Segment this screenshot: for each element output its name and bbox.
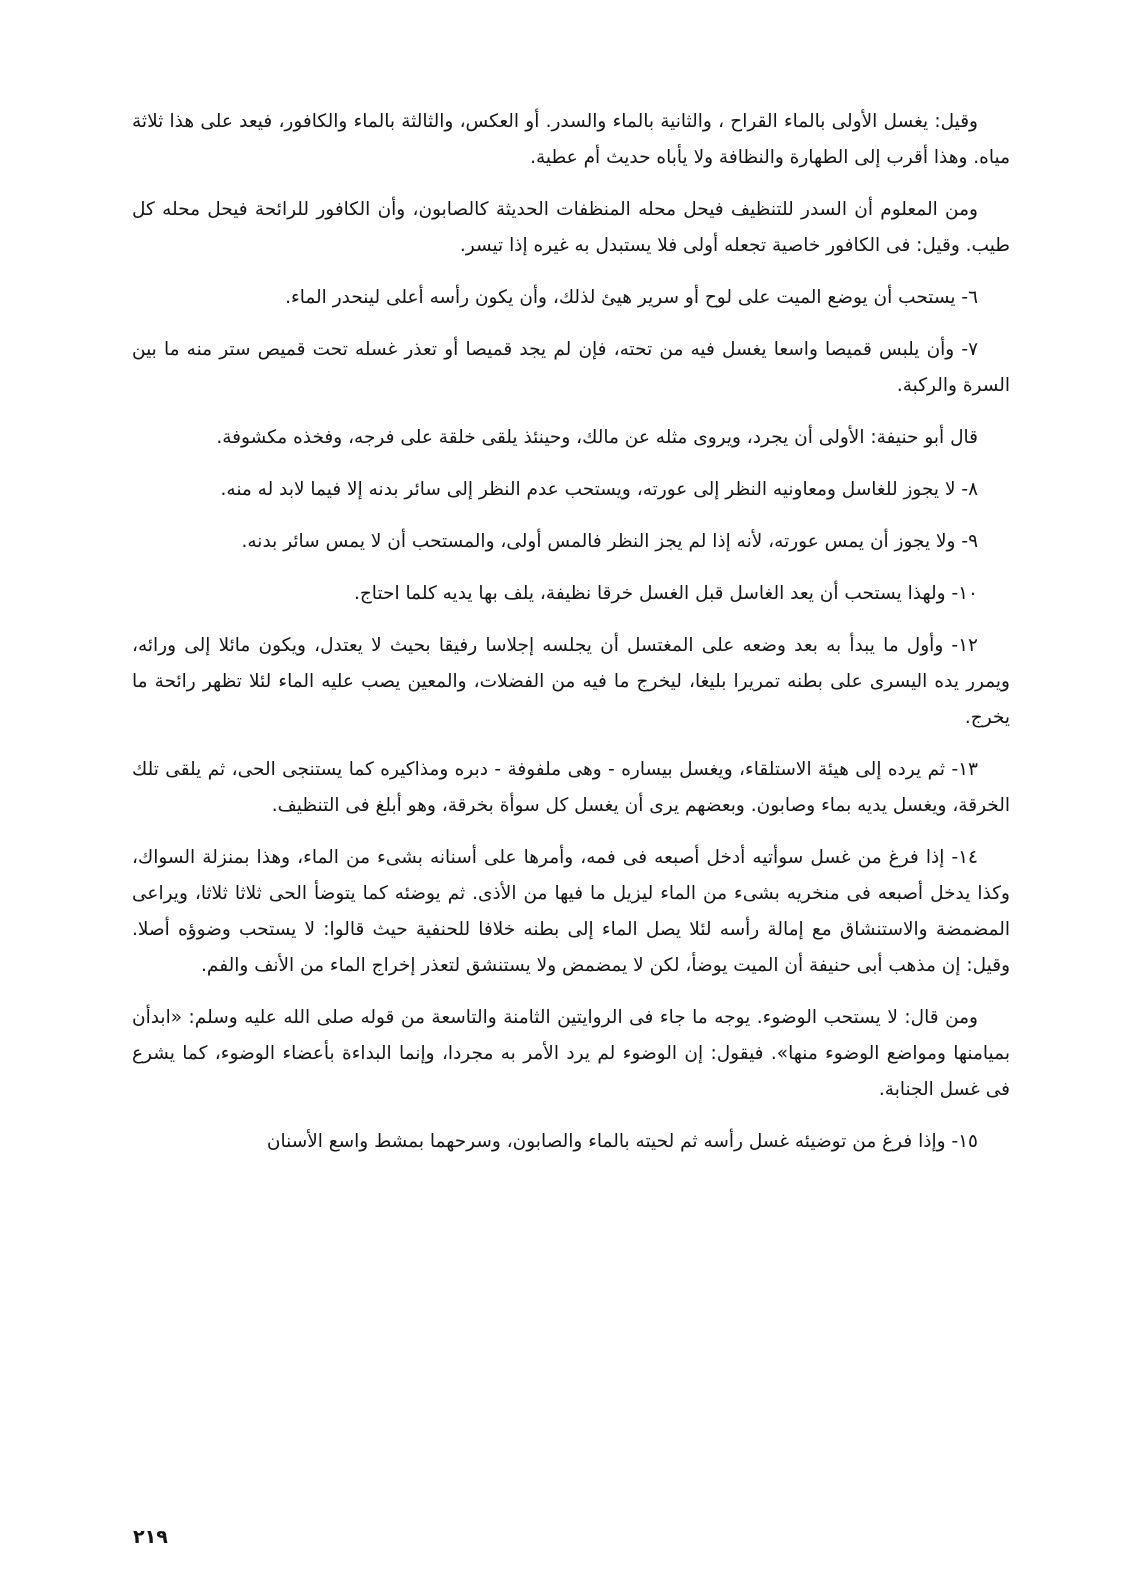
page-number: ٢١٩ xyxy=(133,1526,168,1548)
paragraph-washing-order: وقيل: يغسل الأولى بالماء القراح ، والثانية بالماء والسدر. أو العكس، والثالثة بالماء والكافور، فيعد على هذا ثلاثة مياه. وهذا أقرب إلى الطهارة والنظافة ولا يأباه حديث أم عطية. xyxy=(132,111,1010,168)
paragraph-abu-hanifa: قال أبو حنيفة: الأولى أن يجرد، ويروى مثله عن مالك، وحينئذ يلقى خلقة على فرجه، وفخذه مكشوفة. xyxy=(216,427,978,448)
paragraph-item-10: ١٠- ولهذا يستحب أن يعد الغاسل قبل الغسل خرقا نظيفة، يلف بها يديه كلما احتاج. xyxy=(353,583,978,604)
paragraph-item-8: ٨- لا يجوز للغاسل ومعاونيه النظر إلى عورته، ويستحب عدم النظر إلى سائر بدنه إلا فيما لابد له منه. xyxy=(220,479,978,500)
paragraph-item-12: ١٢- وأول ما يبدأ به بعد وضعه على المغتسل أن يجلسه إجلاسا رفيقا بحيث لا يعتدل، ويكون مائلا إلى ورائه، ويمرر يده اليسرى على بطنه تمريرا بليغا، ليخرج ما فيه من الفضلات، والمعين يصب عليه الماء لئلا تظهر رائحة ما يخرج. xyxy=(132,635,1010,728)
paragraph-item-9: ٩- ولا يجوز أن يمس عورته، لأنه إذا لم يجز النظر فالمس أولى، والمستحب أن لا يمس سائر بدنه. xyxy=(241,531,978,552)
paragraph-item-15: ١٥- وإذا فرغ من توضيئه غسل رأسه ثم لحيته بالماء والصابون، وسرحهما بمشط واسع الأسنان xyxy=(266,1131,978,1152)
paragraph-item-6: ٦- يستحب أن يوضع الميت على لوح أو سرير هيئ لذلك، وأن يكون رأسه أعلى لينحدر الماء. xyxy=(285,287,978,308)
paragraph-item-7: ٧- وأن يلبس قميصا واسعا يغسل فيه من تحته، فإن لم يجد قميصا أو تعذر غسله تحت قميص ستر منه ما بين السرة والركبة. xyxy=(132,339,1010,396)
paragraph-sidr-camphor: ومن المعلوم أن السدر للتنظيف فيحل محله المنظفات الحديثة كالصابون، وأن الكافور للرائحة فيحل محله كل طيب. وقيل: فى الكافور خاصية تجعله أولى فلا يستبدل به غيره إذا تيسر. xyxy=(132,199,1010,256)
document-body xyxy=(132,104,1010,1176)
paragraph-wudu-opinion: ومن قال: لا يستحب الوضوء. يوجه ما جاء فى الروايتين الثامنة والتاسعة من قوله صلى الله عليه وسلم: «ابدأن بميامنها ومواضع الوضوء منها». فيقول: إن الوضوء لم يرد الأمر به مجردا، وإنما البداءة بأعضاء الوضوء، كما يشرع فى غسل الجنابة. xyxy=(132,1007,1010,1100)
paragraph-item-14: ١٤- إذا فرغ من غسل سوأتيه أدخل أصبعه فى فمه، وأمرها على أسنانه بشىء من الماء، وهذا بمنزلة السواك، وكذا يدخل أصبعه فى منخريه بشىء من الماء ليزيل ما فيها من الأذى. ثم يوضئه كما يتوضأ الحى ثلاثا ثلاثا، ويراعى المضمضة والاستنشاق مع إمالة رأسه لئلا يصل الماء إلى بطنه خلافا للحنفية حيث قالوا: لا يستحب وضوؤه أصلا. وقيل: إن مذهب أبى حنيفة أن الميت يوضأ، لكن لا يمضمض ولا يستنشق لتعذر إخراج الماء من الأنف والفم. xyxy=(132,847,1010,976)
paragraph-item-13: ١٣- ثم يرده إلى هيئة الاستلقاء، ويغسل بيساره - وهى ملفوفة - دبره ومذاكيره كما يستنجى الحى، ثم يلقى تلك الخرقة، ويغسل يديه بماء وصابون. وبعضهم يرى أن يغسل كل سوأة بخرقة، وهو أبلغ فى التنظيف. xyxy=(132,759,1010,816)
